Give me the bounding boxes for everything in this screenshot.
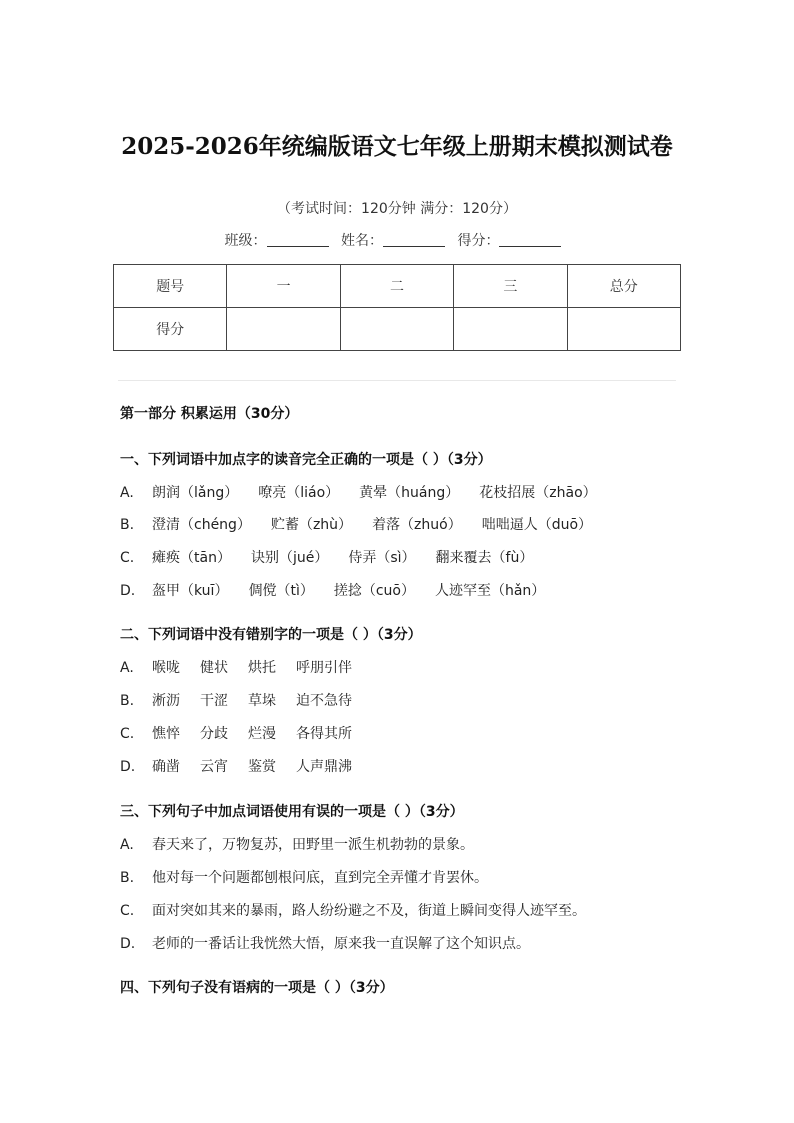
q3-option-b (120, 867, 488, 887)
option-letter: D. (120, 583, 136, 599)
option-letter: D. (120, 936, 136, 952)
option-item: 烂漫 (248, 726, 276, 742)
option-item: 呼朋引伴 (296, 660, 352, 676)
option-item: 云宵 (200, 759, 228, 775)
q3-option-c (120, 900, 586, 920)
q2-option-c (120, 723, 352, 743)
exam-subtitle: （考试时间：120分钟 满分：120分） (277, 201, 517, 217)
option-item: 健状 (200, 660, 228, 676)
option-item: 贮蓄（zhù） (270, 517, 353, 533)
option-item: 干涩 (200, 693, 228, 709)
name-label: 姓名： (341, 233, 383, 249)
table-cell: 三 (454, 265, 567, 308)
score-table-score-row (114, 308, 681, 351)
option-letter: C. (120, 726, 135, 742)
option-item: 面对突如其来的暴雨，路人纷纷避之不及，街道上瞬间变得人迹罕至。 (152, 903, 586, 919)
option-letter: C. (120, 903, 135, 919)
table-cell: 得分 (114, 308, 227, 351)
q2-option-a (120, 657, 352, 677)
option-item: 他对每一个问题都刨根问底，直到完全弄懂才肯罢休。 (152, 870, 488, 886)
option-item: 瘫痪（tān） (152, 550, 231, 566)
option-item: 迫不急待 (296, 693, 352, 709)
option-item: 春天来了，万物复苏，田野里一派生机勃勃的景象。 (152, 837, 474, 853)
option-item: 确凿 (152, 759, 180, 775)
question-4: 四、下列句子没有语病的一项是（ ）（3分） (120, 980, 394, 996)
option-item: 翻来覆去（fù） (435, 550, 534, 566)
option-item: 草垛 (248, 693, 276, 709)
option-letter: D. (120, 759, 136, 775)
option-item: 倜傥（tì） (248, 583, 314, 599)
divider (118, 380, 676, 381)
option-item: 搓捻（cuō） (333, 583, 415, 599)
q2-option-d (120, 756, 352, 776)
q1-option-d (120, 580, 545, 600)
option-item: 咄咄逼人（duō） (481, 517, 593, 533)
option-item: 嘹亮（liáo） (258, 485, 340, 501)
option-item: 澄清（chéng） (152, 517, 251, 533)
score-table (113, 264, 681, 351)
class-blank (267, 232, 329, 247)
option-letter: A. (120, 660, 134, 676)
option-letter: B. (120, 517, 135, 533)
question-3: 三、下列句子中加点词语使用有误的一项是（ ）（3分） (120, 804, 464, 820)
option-item: 盔甲（kuī） (152, 583, 229, 599)
option-item: 侍弄（sì） (348, 550, 416, 566)
option-item: 分歧 (200, 726, 228, 742)
question-2: 二、下列词语中没有错别字的一项是（ ）（3分） (120, 627, 422, 643)
score-table-header-row (114, 265, 681, 308)
table-cell-empty (340, 308, 453, 351)
score-label: 得分： (457, 233, 500, 249)
option-letter: A. (120, 837, 134, 853)
option-item: 朗润（lǎng） (152, 485, 239, 501)
table-cell: 一 (227, 265, 340, 308)
option-item: 老师的一番话让我恍然大悟，原来我一直误解了这个知识点。 (152, 936, 530, 952)
option-letter: B. (120, 693, 135, 709)
option-item: 诀别（jué） (250, 550, 329, 566)
question-1: 一、下列词语中加点字的读音完全正确的一项是（ ）（3分） (120, 452, 492, 468)
table-cell-empty (454, 308, 567, 351)
table-cell: 总分 (567, 265, 680, 308)
option-letter: C. (120, 550, 135, 566)
q1-option-c (120, 547, 533, 567)
option-item: 淅沥 (152, 693, 180, 709)
option-item: 花枝招展（zhāo） (479, 485, 597, 501)
option-item: 人声鼎沸 (296, 759, 352, 775)
class-label: 班级： (224, 233, 267, 249)
option-item: 黄晕（huáng） (359, 485, 460, 501)
q3-option-d (120, 933, 530, 953)
option-letter: A. (120, 485, 134, 501)
table-cell: 题号 (114, 265, 227, 308)
student-info (0, 230, 794, 250)
option-item: 鉴赏 (248, 759, 276, 775)
table-cell: 二 (340, 265, 453, 308)
option-item: 各得其所 (296, 726, 352, 742)
q3-option-a (120, 834, 474, 854)
table-cell-empty (227, 308, 340, 351)
option-item: 憔悴 (152, 726, 180, 742)
option-item: 人迹罕至（hǎn） (434, 583, 546, 599)
table-cell-empty (567, 308, 680, 351)
score-blank (499, 232, 561, 247)
q1-option-a (120, 482, 597, 502)
page-title: 2025-2026年统编版语文七年级上册期末模拟测试卷 (121, 133, 673, 160)
q2-option-b (120, 690, 352, 710)
option-item: 喉咙 (152, 660, 180, 676)
q1-option-b (120, 514, 592, 534)
option-item: 着落（zhuó） (372, 517, 462, 533)
option-item: 烘托 (248, 660, 276, 676)
name-blank (383, 232, 445, 247)
option-letter: B. (120, 870, 135, 886)
section-heading: 第一部分 积累运用（30分） (120, 406, 299, 422)
